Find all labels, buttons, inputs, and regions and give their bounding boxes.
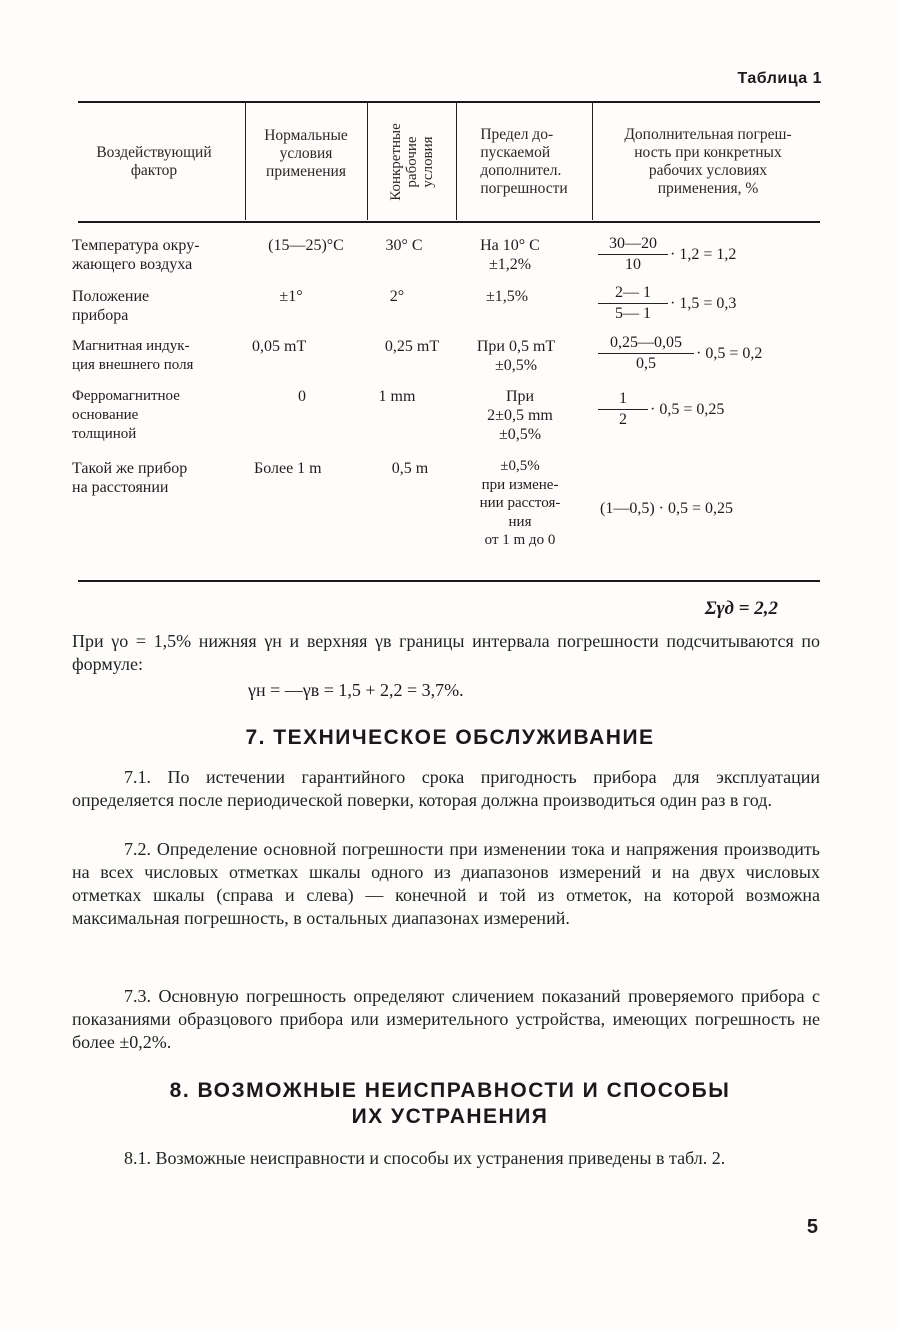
text-line: При 0,5 mT: [476, 338, 556, 355]
page-number: 5: [806, 1216, 818, 1238]
cell-concrete: 2°: [389, 288, 405, 305]
text-line: Такой же прибор: [72, 460, 188, 477]
paragraph-7-3: 7.3. Основную погрешность определяют сличением показаний проверяемого прибора с показаниями образцового прибора или измерительного устройства, имеющих погрешность не более ±0,2%.: [72, 986, 820, 1052]
cell-limit: [462, 457, 578, 550]
cell-normal: Более 1 m: [254, 460, 322, 477]
text-line: рабочих условиях: [648, 161, 768, 179]
header-limit: [458, 103, 590, 220]
cell-normal: 0,05 mT: [252, 338, 307, 355]
formula-result: · 1,2 = 1,2: [670, 245, 737, 263]
cell-formula: [598, 283, 736, 324]
formula-result: · 1,5 = 0,3: [670, 294, 737, 312]
text-line: Предел до-: [480, 125, 554, 143]
cell-factor: [72, 387, 244, 444]
paragraph-8-1: 8.1. Возможные неисправности и способы их устранения приведены в табл. 2.: [124, 1148, 726, 1168]
text-line: ±1,2%: [488, 256, 532, 273]
text-line: условия: [420, 135, 436, 188]
column-divider: [367, 103, 368, 220]
header-additional-error: [594, 103, 822, 220]
text-line: Конкретные: [388, 122, 404, 201]
cell-factor: [72, 337, 244, 375]
text-line: рабочие: [404, 135, 420, 188]
formula-result: · 0,5 = 0,25: [650, 400, 725, 418]
cell-normal: (15—25)°C: [268, 237, 344, 254]
text-line: ния: [508, 513, 532, 530]
text-line: применения, %: [657, 179, 759, 197]
text-line: прибора: [72, 307, 129, 324]
cell-limit: [458, 337, 574, 375]
cell-factor: [72, 287, 244, 325]
column-divider: [245, 103, 246, 220]
header-additional-text: [624, 126, 791, 198]
text-line: Воздействующий: [96, 143, 212, 161]
header-concrete-text: [388, 123, 436, 201]
paragraph-7-1: 7.1. По истечении гарантийного срока пригодность прибора для эксплуатации определяется после периодической поверки, которая должна производиться один раз в год.: [72, 767, 820, 810]
text-line: ность при конкретных: [634, 143, 782, 161]
text-line: основание: [72, 407, 139, 423]
fraction: $\frac{2— 1}{5— 1}$: [598, 283, 668, 324]
text-line: жающего воздуха: [72, 256, 193, 273]
text-line: на расстоянии: [72, 479, 169, 496]
cell-concrete: 30° C: [385, 237, 423, 254]
text-line: Нормальные: [264, 127, 348, 144]
text-line: Ферромагнитное: [72, 388, 180, 404]
header-concrete-conditions: [369, 103, 455, 220]
text-line: 2±0,5 mm: [487, 407, 553, 424]
cell-limit: [462, 287, 552, 306]
cell-normal: 0: [298, 388, 306, 405]
cell-formula: [598, 389, 724, 430]
formula-error-bounds: γн = —γв = 1,5 + 2,2 = 3,7%.: [248, 680, 464, 700]
fraction: $\frac{1}{2}$: [598, 389, 648, 430]
text-line: Положение: [72, 288, 150, 305]
paragraph-error-interval: При γо = 1,5% нижняя γн и верхняя γв границы интервала погрешности подсчитываются по формуле:: [72, 631, 820, 674]
header-normal-text: [264, 127, 348, 181]
header-normal-conditions: [247, 103, 365, 220]
cell-formula: [598, 333, 762, 374]
column-divider: [592, 103, 593, 220]
text-line: от 1 m до 0: [484, 532, 556, 548]
text-line: ±0,5%: [500, 458, 540, 474]
cell-concrete: 0,5 m: [391, 460, 429, 477]
text-line: ция внешнего поля: [72, 357, 194, 373]
text-line: ±0,5%: [494, 357, 538, 374]
text-line: ±1,5%: [485, 288, 529, 305]
header-limit-text: [480, 126, 567, 198]
table-header-rule: [78, 221, 820, 223]
cell-limit: [462, 236, 558, 274]
cell-concrete: 0,25 mT: [384, 338, 440, 355]
section-8-heading: [60, 1078, 840, 1130]
cell-factor: [72, 459, 244, 497]
formula-result: · 0,5 = 0,2: [696, 344, 763, 362]
error-sum: Σγд = 2,2: [704, 598, 778, 619]
text-line: ±0,5%: [498, 426, 542, 443]
text-line: При: [505, 388, 535, 405]
header-factor-text: [96, 144, 211, 180]
text-line: при измене-: [481, 476, 559, 493]
text-line: условия: [279, 145, 333, 162]
text-line: толщиной: [72, 426, 137, 442]
paragraph-7-2: 7.2. Определение основной погрешности при изменении тока и напряжения производить на всех числовых отметках шкалы одного из диапазонов измерений и на двух числовых отметках шкалы (справа и слева) — конечной и той из отметок, на которой возможна максимальная погрешность, в остальных диапазонах измерений.: [72, 839, 820, 928]
text-line: применения: [266, 163, 346, 180]
text-line: погрешности: [480, 179, 568, 197]
cell-normal: ±1°: [279, 288, 303, 305]
cell-formula: (1—0,5) · 0,5 = 0,25: [600, 500, 734, 517]
text-line: На 10° С: [480, 237, 540, 254]
table-caption: Таблица 1: [737, 70, 822, 87]
section-7-heading: 7. ТЕХНИЧЕСКОЕ ОБСЛУЖИВАНИЕ: [245, 726, 655, 749]
fraction: $\frac{0,25—0,05}{0,5}$: [598, 333, 694, 374]
text-line: Температура окру-: [72, 237, 200, 254]
text-line: фактор: [130, 161, 178, 179]
section-8-heading-line1: 8. ВОЗМОЖНЫЕ НЕИСПРАВНОСТИ И СПОСОБЫ: [169, 1079, 731, 1102]
header-factor: [66, 103, 242, 220]
cell-factor: [72, 236, 244, 274]
text-line: пускаемой: [480, 143, 551, 161]
section-8-heading-line2: ИХ УСТРАНЕНИЯ: [351, 1105, 549, 1128]
text-line: Дополнительная погреш-: [624, 125, 792, 143]
cell-formula: [598, 234, 736, 275]
cell-concrete: 1 mm: [378, 388, 416, 405]
fraction: $\frac{30—20}{10}$: [598, 234, 668, 275]
column-divider: [456, 103, 457, 220]
text-line: дополнител.: [480, 161, 562, 179]
cell-limit: [462, 387, 578, 444]
text-line: Магнитная индук-: [72, 338, 190, 354]
table-bottom-rule: [78, 580, 820, 582]
text-line: нии расстоя-: [479, 495, 561, 511]
